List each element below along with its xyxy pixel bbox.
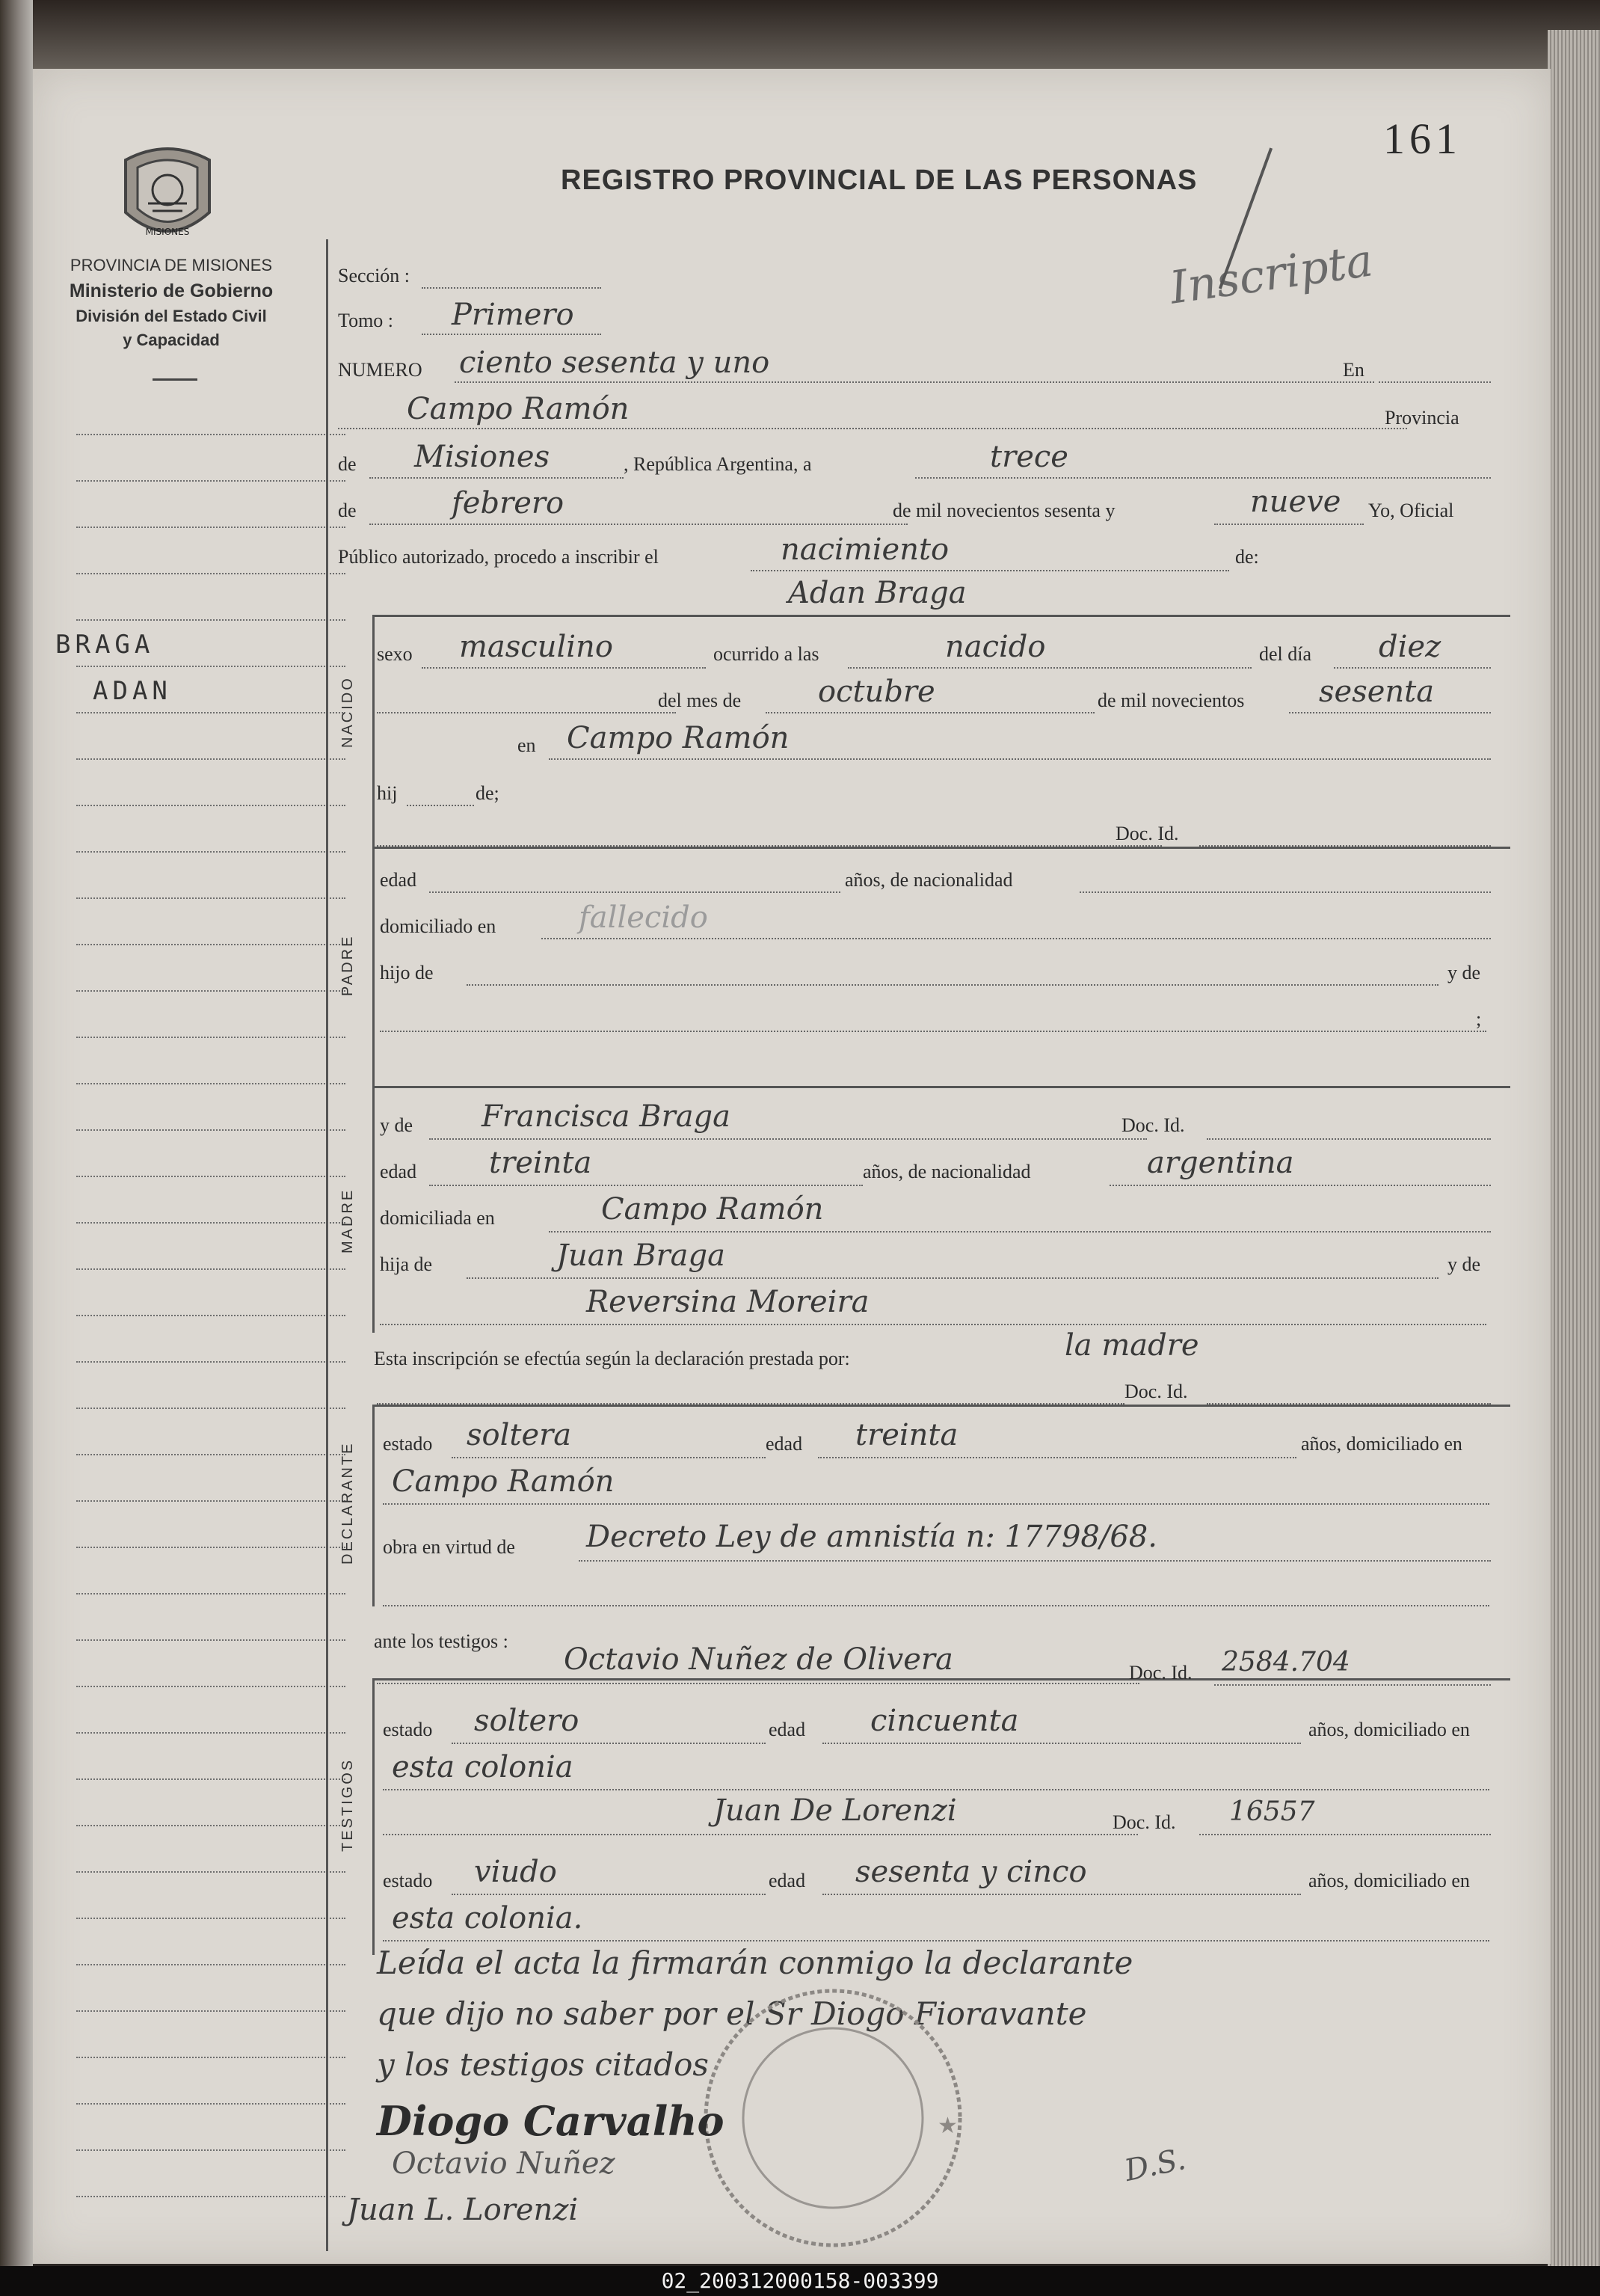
margin-line bbox=[76, 758, 345, 760]
padre-top-rule bbox=[374, 847, 1510, 849]
dia-label: del día bbox=[1259, 643, 1312, 665]
decl-edad-line bbox=[818, 1457, 1296, 1458]
margin-line bbox=[76, 1825, 345, 1826]
signature-juan: Juan L. Lorenzi bbox=[347, 2193, 579, 2227]
main-divider bbox=[326, 239, 328, 2251]
test1-estado-line bbox=[452, 1743, 766, 1744]
org-divider bbox=[153, 378, 197, 381]
closing-line-2: que dijo no saber por el Sr Diogo Fioravante bbox=[377, 1995, 1087, 2032]
nacido-side-label: NACIDO bbox=[339, 676, 356, 748]
nac-lugar-line bbox=[549, 758, 1491, 760]
sexo-line bbox=[422, 667, 706, 669]
test1-edad-line bbox=[822, 1743, 1301, 1744]
declarante-side-label: DECLARANTE bbox=[339, 1441, 356, 1565]
madre-edad-label: edad bbox=[380, 1161, 417, 1182]
madre-hija-line bbox=[467, 1277, 1439, 1279]
decl-dom-label: años, domiciliado en bbox=[1301, 1433, 1462, 1455]
margin-line bbox=[76, 1918, 345, 1919]
signature-official: D.S. bbox=[1121, 2141, 1189, 2189]
hora-line bbox=[848, 667, 1252, 669]
decl-estado-value: soltera bbox=[467, 1418, 572, 1452]
margin-line bbox=[76, 619, 345, 621]
padre-doc-line bbox=[1199, 845, 1491, 847]
nac-anio-line bbox=[1289, 712, 1491, 713]
svg-text:★: ★ bbox=[938, 2113, 958, 2139]
test2-dom-value: esta colonia. bbox=[392, 1901, 583, 1936]
margin-line bbox=[76, 1315, 345, 1316]
decl-edad-label: edad bbox=[766, 1433, 803, 1455]
org-province: PROVINCIA DE MISIONES bbox=[70, 256, 273, 274]
mes-line bbox=[369, 524, 908, 525]
padre-side-label: PADRE bbox=[339, 934, 356, 996]
madre-side-label: MADRE bbox=[339, 1188, 356, 1253]
madre-edad-line bbox=[429, 1185, 863, 1186]
margin-line bbox=[76, 805, 345, 806]
book-top-edge bbox=[0, 0, 1600, 75]
madre-name-value: Francisca Braga bbox=[481, 1099, 730, 1134]
seal-icon bbox=[118, 138, 217, 250]
sexo-label: sexo bbox=[377, 643, 413, 665]
republica-label: , República Argentina, a bbox=[624, 453, 812, 475]
anio-value: nueve bbox=[1250, 485, 1341, 519]
margin-line bbox=[76, 1639, 345, 1641]
test2-edad-value: sesenta y cinco bbox=[855, 1855, 1087, 1889]
tomo-label: Tomo : bbox=[338, 310, 394, 331]
margin-line bbox=[76, 1593, 345, 1594]
margin-line bbox=[76, 2057, 345, 2058]
madre-dom-label: domiciliada en bbox=[380, 1207, 495, 1229]
mes-pre-line bbox=[377, 712, 676, 713]
madre-nac-label: años, de nacionalidad bbox=[863, 1161, 1031, 1182]
padre-rule bbox=[372, 847, 375, 1086]
madre-dom-line bbox=[549, 1231, 1491, 1233]
acto-value: nacimiento bbox=[781, 532, 950, 567]
obra-line-2 bbox=[383, 1605, 1489, 1606]
hij-de-label: de; bbox=[476, 782, 499, 804]
en-line bbox=[1379, 381, 1491, 383]
declarante-rule bbox=[372, 1405, 375, 1606]
dia-line bbox=[915, 477, 1491, 479]
padre-yde-label: y de bbox=[1447, 962, 1481, 983]
margin-line bbox=[76, 527, 345, 528]
madre-hija-label: hija de bbox=[380, 1253, 433, 1275]
madre-nac-line bbox=[1110, 1185, 1491, 1186]
testigos-rule bbox=[372, 1678, 375, 1955]
inscripta-stamp: Inscripta bbox=[1166, 234, 1376, 315]
decl-doc-line bbox=[1207, 1403, 1491, 1405]
test2-edad-label: edad bbox=[769, 1870, 806, 1891]
numero-value: ciento sesenta y uno bbox=[459, 346, 770, 380]
tomo-value: Primero bbox=[452, 298, 574, 332]
padre-doc-label: Doc. Id. bbox=[1116, 823, 1179, 844]
test1-estado-label: estado bbox=[383, 1719, 433, 1740]
test2-dom-label: años, domiciliado en bbox=[1308, 1870, 1470, 1891]
testigos-side-label: TESTIGOS bbox=[339, 1758, 356, 1852]
declarante-value: la madre bbox=[1065, 1328, 1199, 1363]
image-caption: 02_200312000158-003399 bbox=[0, 2266, 1600, 2296]
margin-line bbox=[76, 1871, 345, 1873]
numero-line bbox=[455, 381, 1374, 383]
page-number: 161 bbox=[1383, 114, 1462, 163]
margin-line bbox=[76, 1268, 345, 1270]
nacido-rule bbox=[372, 615, 375, 847]
madre-madre-line bbox=[380, 1324, 1486, 1325]
padre-dom-label: domiciliado en bbox=[380, 915, 496, 937]
test1-doc-label: Doc. Id. bbox=[1129, 1662, 1193, 1683]
oficial-label: Yo, Oficial bbox=[1368, 500, 1454, 521]
madre-padre-value: Juan Braga bbox=[556, 1238, 725, 1273]
padre-semicolon: ; bbox=[1476, 1008, 1482, 1030]
nacido-top-rule bbox=[374, 615, 1510, 617]
decl-estado-line bbox=[452, 1457, 766, 1458]
margin-line bbox=[76, 2010, 345, 2012]
padre-edad-label: edad bbox=[380, 869, 417, 891]
madre-name-line bbox=[429, 1138, 1147, 1140]
margin-line bbox=[76, 1547, 345, 1548]
margin-line bbox=[76, 1408, 345, 1409]
org-division: División del Estado Civil bbox=[76, 307, 267, 325]
margin-name: ADAN bbox=[93, 676, 172, 706]
madre-doc-label: Doc. Id. bbox=[1121, 1114, 1185, 1136]
decl-dom-value: Campo Ramón bbox=[392, 1464, 615, 1499]
numero-label: NUMERO bbox=[338, 359, 422, 381]
signature-diogo: Diogo Carvalho bbox=[377, 2097, 724, 2145]
test2-name-line bbox=[383, 1834, 1138, 1835]
margin-surname: BRAGA bbox=[55, 630, 155, 660]
margin-line bbox=[76, 434, 345, 435]
test2-doc-value: 16557 bbox=[1229, 1796, 1315, 1827]
test1-dom-label: años, domiciliado en bbox=[1308, 1719, 1470, 1740]
padre-name-line bbox=[377, 845, 1162, 847]
provincia-line bbox=[369, 477, 624, 479]
test1-estado-value: soltero bbox=[474, 1704, 579, 1738]
padre-madre-line bbox=[380, 1031, 1486, 1032]
margin-line bbox=[76, 1083, 345, 1084]
margin-line bbox=[76, 1964, 345, 1965]
margin-line bbox=[76, 1129, 345, 1131]
test2-estado-line bbox=[452, 1894, 766, 1895]
padre-dom-line bbox=[541, 938, 1491, 939]
test2-doc-label: Doc. Id. bbox=[1113, 1811, 1176, 1833]
anio-line bbox=[1214, 524, 1364, 525]
margin-line bbox=[76, 1500, 345, 1502]
en-label: En bbox=[1343, 359, 1364, 381]
padre-hijo-line bbox=[467, 984, 1439, 986]
acto-line bbox=[751, 570, 1229, 571]
margin-line bbox=[76, 851, 345, 853]
margin-line bbox=[76, 1732, 345, 1734]
page-stack-edge bbox=[1548, 30, 1600, 2266]
hora-value: nacido bbox=[945, 630, 1046, 664]
official-seal-icon bbox=[691, 1983, 975, 2253]
test1-doc-line bbox=[1214, 1684, 1491, 1686]
signature-octavio: Octavio Nuñez bbox=[392, 2146, 615, 2181]
de-colon-label: de: bbox=[1235, 546, 1259, 568]
publico-label: Público autorizado, procedo a inscribir el bbox=[338, 546, 659, 568]
padre-dom-value: fallecido bbox=[579, 900, 708, 935]
decl-doc-label: Doc. Id. bbox=[1124, 1381, 1188, 1402]
margin-line bbox=[76, 1176, 345, 1177]
en-lugar-label: en bbox=[517, 734, 536, 756]
margin-line bbox=[76, 666, 345, 667]
margin-line bbox=[76, 1686, 345, 1687]
test2-estado-label: estado bbox=[383, 1870, 433, 1891]
madre-yde2-label: y de bbox=[1447, 1253, 1481, 1275]
page-title: REGISTRO PROVINCIAL DE LAS PERSONAS bbox=[561, 165, 1198, 196]
nac-lugar-value: Campo Ramón bbox=[567, 721, 790, 755]
declaracion-label: Esta inscripción se efectúa según la declaración prestada por: bbox=[374, 1348, 850, 1369]
padre-nac-label: años, de nacionalidad bbox=[845, 869, 1013, 891]
org-capacity: y Capacidad bbox=[123, 331, 220, 349]
decl-edad-value: treinta bbox=[855, 1418, 959, 1452]
test1-dom-line bbox=[383, 1789, 1489, 1790]
seal-text: MISIONES bbox=[145, 227, 190, 237]
margin-line bbox=[76, 573, 345, 574]
ocurrido-label: ocurrido a las bbox=[713, 643, 819, 665]
margin-line bbox=[76, 897, 345, 899]
padre-hijo-label: hijo de bbox=[380, 962, 434, 983]
test2-doc-line bbox=[1199, 1834, 1491, 1835]
provincia-value: Misiones bbox=[414, 440, 550, 474]
tomo-line bbox=[422, 334, 601, 335]
margin-line bbox=[76, 1778, 345, 1780]
sexo-value: masculino bbox=[459, 630, 613, 664]
test2-edad-line bbox=[822, 1894, 1301, 1895]
decl-dom-line bbox=[383, 1503, 1489, 1505]
closing-line-1: Leída el acta la firmarán conmigo la declarante bbox=[377, 1944, 1133, 1981]
closing-line-3: y los testigos citados bbox=[377, 2046, 709, 2083]
margin-line bbox=[76, 2149, 345, 2151]
madre-doc-line bbox=[1207, 1138, 1491, 1140]
madre-dom-value: Campo Ramón bbox=[601, 1192, 824, 1227]
hij-label: hij bbox=[377, 782, 398, 804]
test1-doc-value: 2584.704 bbox=[1222, 1647, 1350, 1678]
margin-line bbox=[76, 1037, 345, 1038]
seccion-line bbox=[422, 287, 601, 289]
testigos-top-rule bbox=[374, 1678, 1510, 1680]
margin-line bbox=[76, 990, 345, 992]
dia-value: trece bbox=[990, 440, 1068, 474]
book-spine bbox=[0, 0, 33, 2266]
inscripto-value: Adan Braga bbox=[788, 576, 967, 610]
nac-dia-line bbox=[1334, 667, 1491, 669]
test1-name-line bbox=[377, 1683, 1139, 1684]
decl-estado-label: estado bbox=[383, 1433, 433, 1455]
testigos-label: ante los testigos : bbox=[374, 1630, 508, 1652]
mes-value: febrero bbox=[452, 486, 564, 521]
margin-line bbox=[76, 2196, 345, 2197]
margin-line bbox=[76, 944, 345, 945]
margin-line bbox=[76, 1222, 345, 1224]
padre-edad-line bbox=[429, 891, 840, 893]
mes-label: de bbox=[338, 500, 357, 521]
padre-nac-line bbox=[1080, 891, 1491, 893]
lugar-value: Campo Ramón bbox=[407, 392, 630, 426]
test2-name-value: Juan De Lorenzi bbox=[713, 1793, 957, 1828]
obra-value: Decreto Ley de amnistía n: 17798/68. bbox=[586, 1520, 1157, 1554]
madre-top-rule bbox=[374, 1086, 1510, 1088]
test2-dom-line bbox=[383, 1940, 1489, 1942]
margin-line bbox=[76, 1454, 345, 1455]
madre-edad-value: treinta bbox=[489, 1146, 592, 1180]
declarante-top-rule bbox=[374, 1405, 1510, 1407]
anio-label: de mil novecientos sesenta y bbox=[893, 500, 1116, 521]
margin-line bbox=[76, 480, 345, 482]
madre-rule bbox=[372, 1086, 375, 1333]
margin-line bbox=[76, 2103, 345, 2105]
test1-edad-label: edad bbox=[769, 1719, 806, 1740]
hij-line bbox=[407, 805, 474, 806]
lugar-line bbox=[338, 428, 1407, 429]
mes-label: del mes de bbox=[658, 690, 742, 711]
margin-line bbox=[76, 1361, 345, 1363]
provincia-label: Provincia bbox=[1385, 407, 1459, 429]
nac-mes-line bbox=[766, 712, 1095, 713]
test1-edad-value: cincuenta bbox=[870, 1704, 1019, 1738]
de-label: de bbox=[338, 453, 357, 475]
nac-mes-value: octubre bbox=[818, 675, 935, 709]
madre-nac-value: argentina bbox=[1147, 1146, 1294, 1180]
obra-label: obra en virtud de bbox=[383, 1536, 515, 1558]
test1-name-value: Octavio Nuñez de Olivera bbox=[564, 1642, 953, 1677]
madre-yde-label: y de bbox=[380, 1114, 413, 1136]
test1-dom-value: esta colonia bbox=[392, 1750, 573, 1784]
de-mil-label: de mil novecientos bbox=[1098, 690, 1245, 711]
seccion-label: Sección : bbox=[338, 265, 410, 286]
register-page bbox=[33, 69, 1551, 2264]
org-ministry: Ministerio de Gobierno bbox=[69, 280, 274, 301]
decl-name-line bbox=[377, 1403, 1124, 1405]
obra-line bbox=[579, 1560, 1491, 1562]
nac-anio-value: sesenta bbox=[1319, 675, 1435, 709]
margin-line bbox=[76, 712, 345, 713]
test2-estado-value: viudo bbox=[474, 1855, 557, 1889]
madre-madre-value: Reversina Moreira bbox=[586, 1285, 870, 1319]
nac-dia-value: diez bbox=[1379, 630, 1441, 664]
